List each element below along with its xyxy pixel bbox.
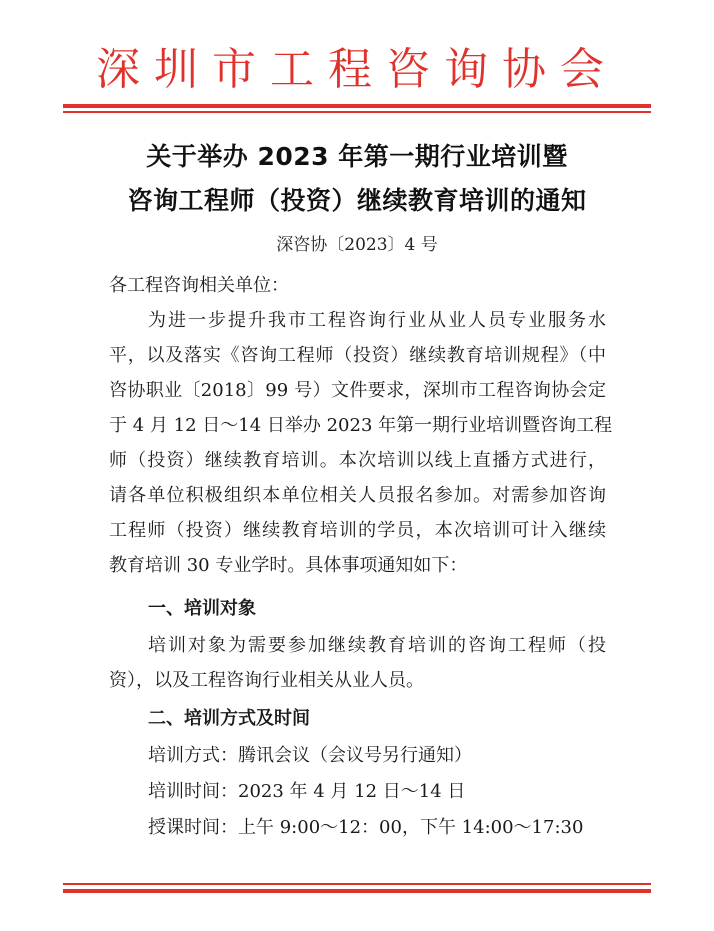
intro-line: 咨协职业〔2018〕99 号）文件要求，深圳市工程咨询协会定	[109, 380, 606, 401]
intro-line: 平，以及落实《咨询工程师（投资）继续教育培训规程》（中	[109, 345, 606, 366]
section-line: 授课时间：上午 9:00～12：00，下午 14:00～17:30	[148, 817, 584, 838]
document-title-line2: 咨询工程师（投资）继续教育培训的通知	[127, 186, 587, 215]
section-line: 培训时间：2023 年 4 月 12 日～14 日	[148, 781, 466, 802]
header-rule-thin	[63, 111, 651, 113]
footer-rule-thin	[63, 883, 651, 885]
intro-line: 请各单位积极组织本单位相关人员报名参加。对需参加咨询	[109, 485, 606, 506]
section-line: 资），以及工程咨询行业相关从业人员。	[109, 670, 424, 691]
document-title-line1: 关于举办 2023 年第一期行业培训暨	[146, 142, 568, 171]
document-number: 深咨协〔2023〕4 号	[276, 235, 438, 255]
intro-line: 为进一步提升我市工程咨询行业从业人员专业服务水	[148, 310, 606, 331]
section-heading: 一、培训对象	[148, 598, 256, 619]
intro-line: 工程师（投资）继续教育培训的学员，本次培训可计入继续	[109, 520, 606, 541]
header-rule-thick	[63, 104, 651, 108]
org-letterhead: 深圳市工程咨询协会	[96, 44, 618, 95]
section-line: 培训方式：腾讯会议（会议号另行通知）	[148, 745, 472, 766]
section-line: 培训对象为需要参加继续教育培训的咨询工程师（投	[148, 635, 606, 656]
footer-rule-thick	[63, 889, 651, 893]
intro-line: 教育培训 30 专业学时。具体事项通知如下：	[109, 555, 468, 576]
section-heading: 二、培训方式及时间	[148, 708, 310, 729]
intro-line: 于 4 月 12 日～14 日举办 2023 年第一期行业培训暨咨询工程	[109, 415, 613, 436]
salutation: 各工程咨询相关单位：	[109, 275, 289, 296]
intro-line: 师（投资）继续教育培训。本次培训以线上直播方式进行，	[109, 450, 606, 471]
